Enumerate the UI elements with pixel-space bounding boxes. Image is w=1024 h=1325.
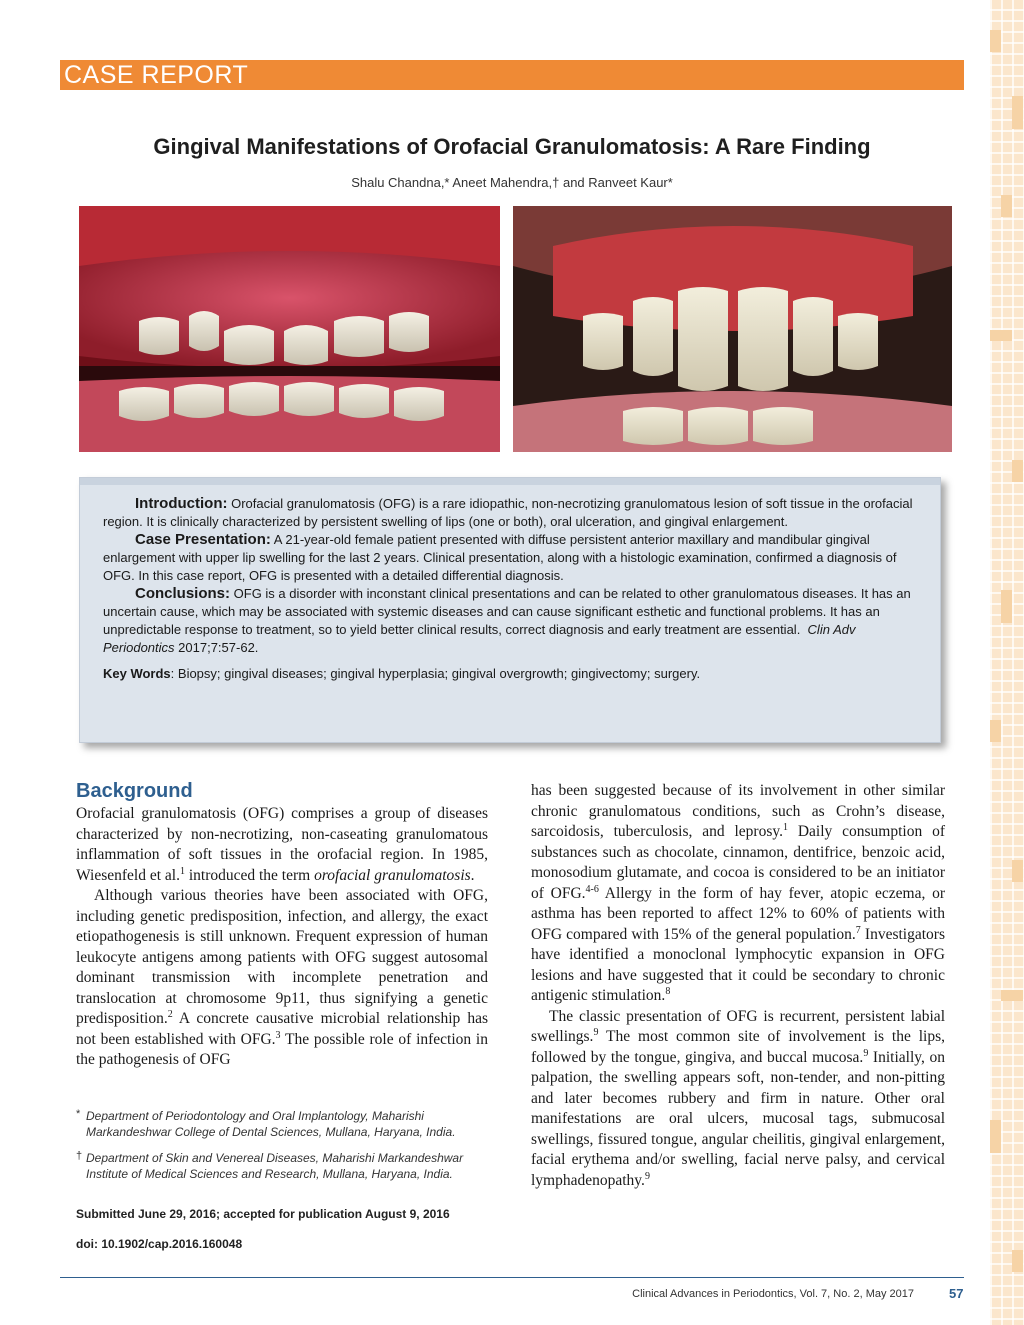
footnote-1-text: Department of Periodontology and Oral Implantology, Maharishi Markandeshwar College of Dental Sciences, Mullana, Haryana, India. — [86, 1109, 456, 1139]
case-presentation-text: A 21-year-old female patient presented with diffuse persistent anterior maxillary and mandibular gingival enlargement with upper lip swelling for the last 2 years. Clinical presentation, along with a histologic examination, confirmed a diagnosis of OFG. In this case report, OFG is presented with a detailed differential diagnosis. — [103, 532, 897, 583]
ofg-term: orofacial granulomatosis — [314, 866, 471, 884]
rc-p1c: Allergy in the form of hay fever, atopic eczema, or asthma has been reported to affect 12% to 60% of patients with OFG compared with 15% of the general population. — [531, 884, 946, 943]
side-decorative-pattern — [990, 0, 1024, 1325]
abstract-keywords — [103, 665, 913, 683]
keywords-label: Key Words — [103, 666, 171, 681]
abstract-case-presentation — [103, 531, 913, 585]
right-paragraph-1 — [531, 781, 945, 1007]
keywords-text: : Biopsy; gingival diseases; gingival hyperplasia; gingival overgrowth; gingivectomy; surgery. — [170, 666, 701, 681]
footnote-1 — [76, 1108, 488, 1140]
submission-dates: Submitted June 29, 2016; accepted for publication August 9, 2016 — [76, 1207, 450, 1221]
bg-p1a: Orofacial granulomatosis (OFG) comprises a group of diseases characterized by non-necrotizing, non-caseating granulomatous inflammation of soft tissues in the orofacial region. In 1985, Wiesenfeld et al. — [76, 805, 488, 884]
abstract-introduction — [103, 495, 913, 531]
bg-p1b: introduced the term — [184, 866, 315, 884]
bg-p2b: A concrete causative microbial relationship has not been established with OFG. — [76, 1010, 488, 1048]
left-column — [76, 804, 488, 1071]
footnote-2-text: Department of Skin and Venereal Diseases, Maharishi Markandeshwar Institute of Medical Sciences and Research, Mullana, Haryana, India. — [86, 1151, 464, 1181]
clinical-photo-postoperative — [513, 206, 952, 452]
rc-p1a: has been suggested because of its involvement in other similar chronic granulomatous conditions, such as Crohn’s disease, sarcoidosis, tuberculosis, and leprosy. — [531, 782, 945, 840]
footnote-2 — [76, 1150, 488, 1182]
case-report-banner — [60, 60, 964, 90]
citation-journal: Clin Adv Periodontics — [103, 622, 856, 655]
background-paragraph-1 — [76, 804, 488, 886]
bg-p2a: Although various theories have been associated with OFG, including genetic predisposition, infection, and allergy, the exact etiopathogenesis is still unknown. Frequent expression of human leukocyte antigens among patients with OFG suggest autosomal dominant transmission with incomplete penetration and translocation at chromosome 9p11, thus signifying a genetic predisposition. — [76, 887, 488, 1027]
ref-2: 2 — [167, 1008, 173, 1020]
introduction-text: Orofacial granulomatosis (OFG) is a rare idiopathic, non-necrotizing granulomatous lesion of soft tissue in the orofacial region. It is clinically characterized by persistent swelling of lips (one or both), oral ulceration, and gingival enlargement. — [103, 496, 913, 529]
abstract-box — [79, 477, 941, 743]
doi: doi: 10.1902/cap.2016.160048 — [76, 1237, 243, 1251]
clinical-photo-preoperative — [79, 206, 500, 452]
footer-journal-info: Clinical Advances in Periodontics, Vol. 7, No. 2, May 2017 — [632, 1288, 914, 1300]
footnote-2-mark: † — [76, 1150, 83, 1162]
ref-r5: 9 — [593, 1026, 599, 1038]
bg-p1c: . — [470, 866, 475, 884]
case-presentation-heading: Case Presentation: — [135, 531, 271, 548]
article-title: Gingival Manifestations of Orofacial Granulomatosis: A Rare Finding — [153, 134, 871, 159]
abstract-text — [103, 495, 913, 683]
rc-p1b: Daily consumption of substances such as chocolate, cinnamon, dentifrice, benzoic acid, monosodium glutamate, and cocoa is considered to be an initiator of OFG. — [531, 823, 945, 902]
page-number: 57 — [949, 1286, 964, 1301]
ref-1: 1 — [179, 865, 185, 877]
affiliation-footnotes — [76, 1108, 488, 1192]
footer-rule — [60, 1277, 964, 1278]
background-heading: Background — [76, 780, 193, 802]
right-column — [531, 781, 945, 1191]
background-paragraph-2 — [76, 886, 488, 1071]
ref-r1: 1 — [782, 821, 788, 833]
conclusions-heading: Conclusions: — [135, 585, 231, 602]
article-authors: Shalu Chandna,* Aneet Mahendra,† and Ranveet Kaur* — [351, 175, 673, 190]
footnote-1-mark: * — [76, 1108, 81, 1120]
banner-label: CASE REPORT — [64, 61, 249, 89]
citation-rest: 2017;7:57-62. — [178, 640, 259, 655]
ref-r6: 9 — [863, 1047, 869, 1059]
ref-3: 3 — [275, 1029, 281, 1041]
ref-r7: 9 — [644, 1170, 650, 1182]
ref-r4: 8 — [665, 985, 671, 997]
rc-p2a: The classic presentation of OFG is recurrent, persistent labial swellings. — [531, 1007, 945, 1045]
ref-r3: 7 — [855, 924, 861, 936]
rc-p1d: Investigators have identified a monoclonal lymphocytic expansion in OFG lesions and have suggested that it could be secondary to chronic antigenic stimulation. — [531, 925, 945, 1004]
conclusions-text: OFG is a disorder with inconstant clinical presentations and can be related to other granulomatous diseases. It has an uncertain cause, which may be associated with systemic diseases and can cause significant esthetic and functional problems. It has an unpredictable response to treatment, so to yield better clinical results, correct diagnosis and early treatment are essential. — [103, 586, 911, 637]
abstract-stripe — [80, 478, 940, 485]
right-paragraph-2 — [531, 1007, 945, 1192]
ref-r2: 4-6 — [585, 883, 599, 895]
abstract-conclusions — [103, 585, 913, 657]
rc-p2b: The most common site of involvement is the lips, followed by the tongue, gingiva, and buccal mucosa. — [531, 1028, 945, 1066]
bg-p2c: The possible role of infection in the pathogenesis of OFG — [76, 1030, 488, 1068]
introduction-heading: Introduction: — [135, 495, 228, 512]
rc-p2c: Initially, on palpation, the swelling appears soft, non-tender, and non-pitting and later becomes rubbery and firm in nature. Other oral manifestations are oral ulcers, mucosal tags, submucosal swellings, fissured tongue, angular cheilitis, gingival enlargement, facial erythema and/or swelling, facial nerve palsy, and cervical lymphadenopathy. — [531, 1048, 945, 1189]
